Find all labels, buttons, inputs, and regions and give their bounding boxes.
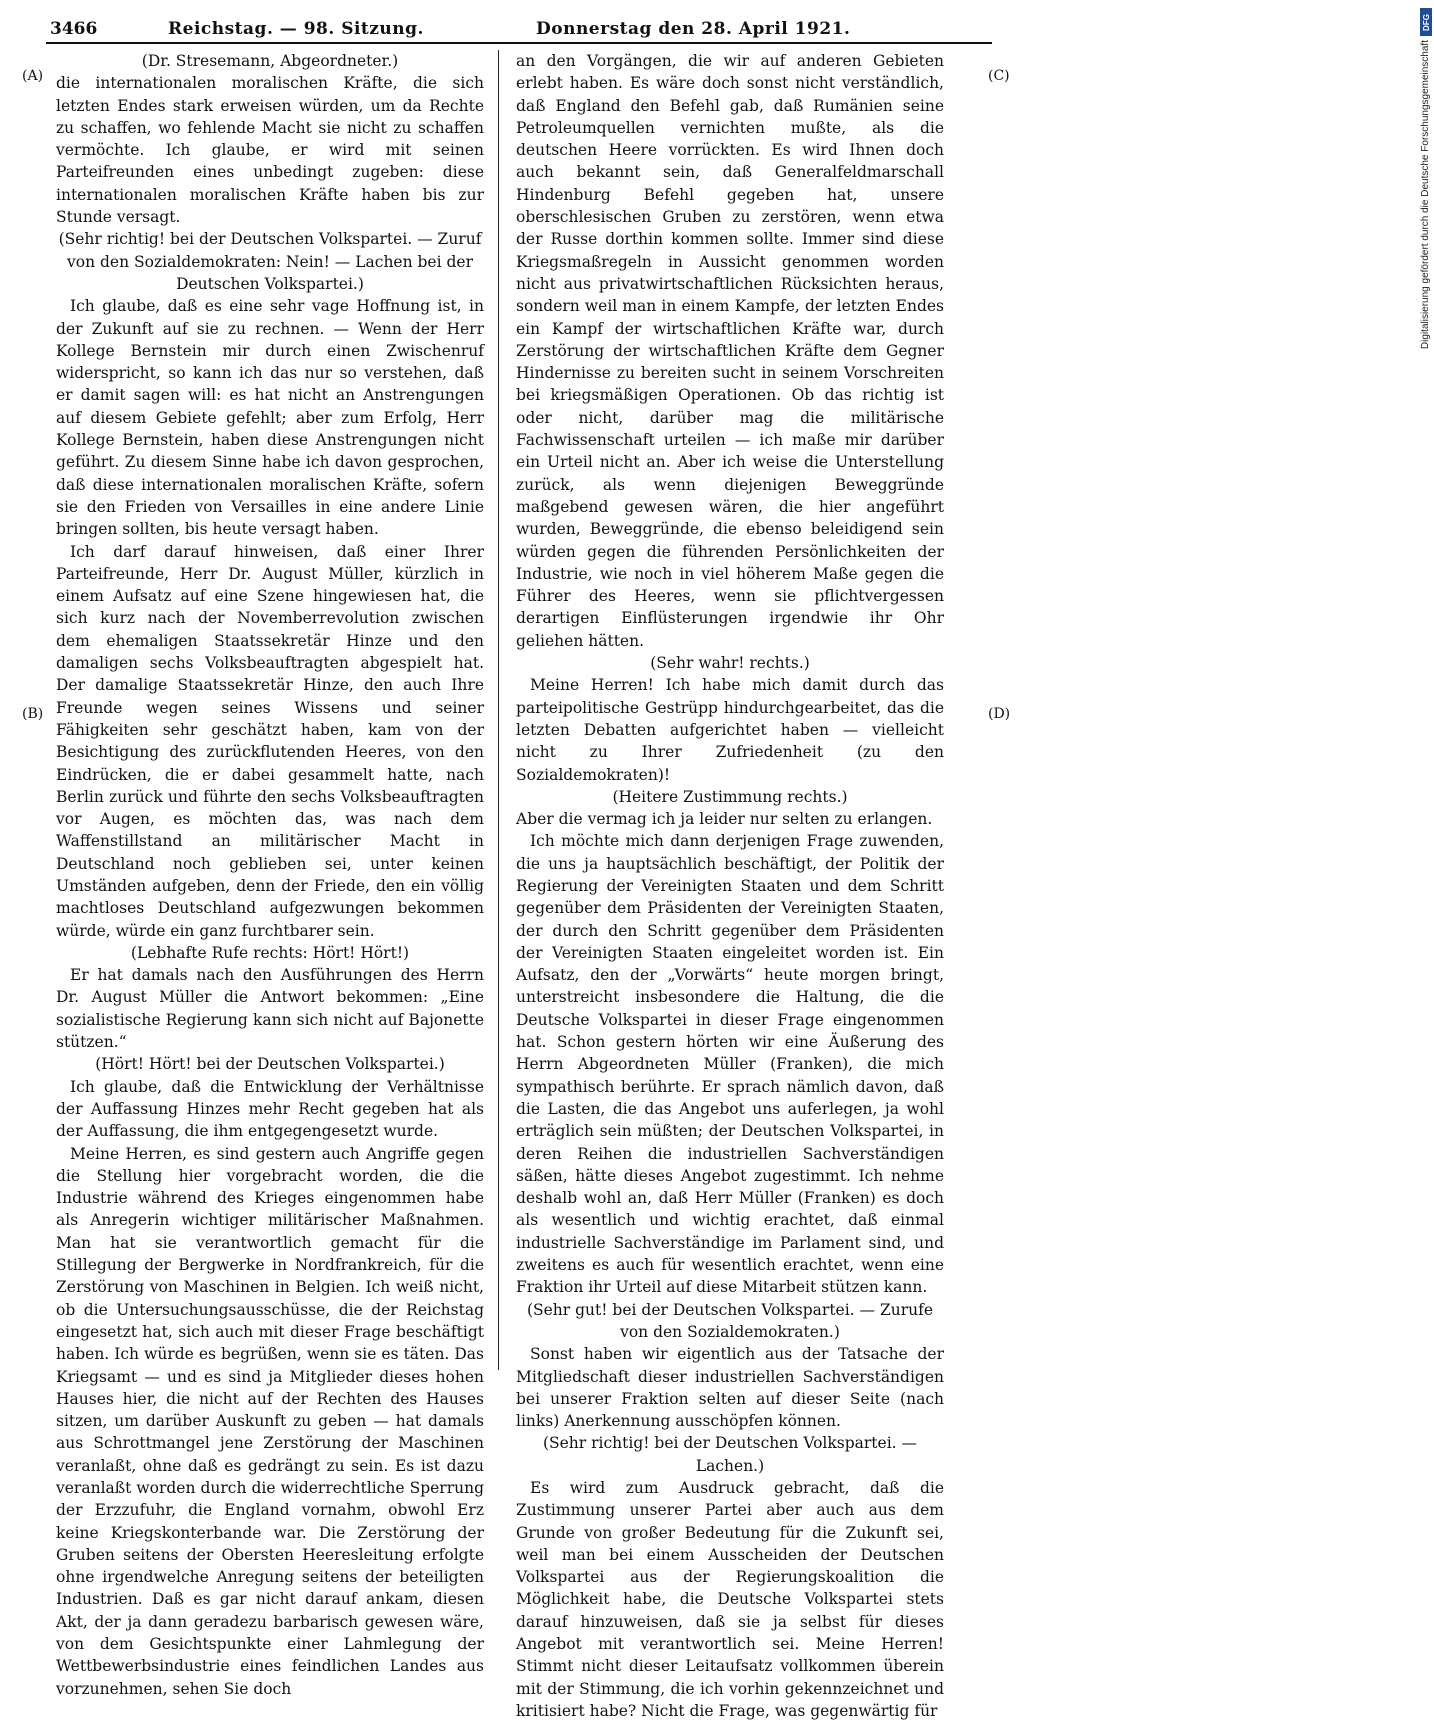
interjection: (Sehr richtig! bei der Deutschen Volkspartei. — Zuruf von den Sozialdemokraten: Nein! — Lachen bei der Deutschen Volkspartei.)	[58, 230, 482, 293]
left-text-column	[56, 50, 484, 1698]
newspaper-page	[22, 16, 1406, 1720]
interjection: (Sehr wahr! rechts.)	[650, 654, 810, 673]
page-header	[46, 16, 992, 44]
interjection: (Sehr richtig! bei der Deutschen Volkspartei. — Lachen.)	[542, 1434, 918, 1475]
scanned-page-rotated	[17, 10, 1011, 1720]
interjection: (Hört! Hört! bei der Deutschen Volkspartei.)	[95, 1055, 445, 1074]
dfg-logo	[1420, 8, 1432, 36]
page-number: 3466	[50, 19, 98, 39]
page-content	[22, 16, 1011, 1720]
interjection: (Dr. Stresemann, Abgeordneter.)	[141, 52, 399, 70]
paragraph: Es wird zum Ausdruck gebracht, daß die Zustimmung unserer Partei aber auch aus dem Grunde von großer Bedeutung für die Zukunft sei, weil man bei einem Ausscheiden der Deutschen Volkspartei aus der Regierungskoalition die Möglichkeit habe, die Deutsche Volkspartei stets darauf hinzuweisen, daß sie ja selbst für dieses Angebot mit verantwortlich sei. Meine Herren! Stimmt nicht dieser Leitaufsatz vollkommen überein mit der Stimmung, die ich vorhin gekennzeichnet und kritisiert habe? Nicht die Frage, was gegenwärtig für	[516, 1479, 944, 1720]
margin-mark-a: (A)	[22, 68, 44, 84]
column-divider	[498, 50, 499, 1370]
margin-mark-b: (B)	[22, 706, 44, 722]
session-date: Donnerstag den 28. April 1921.	[536, 19, 851, 39]
interjection: (Heitere Zustimmung rechts.)	[612, 787, 848, 806]
paragraph: Er hat damals nach den Ausführungen des Herrn Dr. August Müller die Antwort bekommen: „Eine sozialistische Regierung kann sich nicht auf Bajonette stützen.“	[56, 966, 484, 1052]
margin-mark-d: (D)	[988, 706, 1011, 722]
paragraph: Ich möchte mich dann derjenigen Frage zuwenden, die uns ja hauptsächlich beschäftigt, der Politik der Regierung der Vereinigten Staaten und dem Schritt gegenüber dem Präsidenten der Vereinigten Staaten, der durch den Schritt gegenüber dem Präsidenten der Vereinigten Staaten eingeleitet worden ist. Ein Aufsatz, den der „Vorwärts“ heute morgen bringt, unterstreicht insbesondere die Haltung, die die Deutsche Volkspartei in dieser Frage eingenommen hat. Schon gestern hörten wir eine Äußerung des Herrn Abgeordneten Müller (Franken), die mich sympathisch berührte. Er sprach nämlich davon, daß die Lasten, die das Angebot uns auferlegen, ja wohl erträglich sein müßten; der Deutschen Volkspartei, in deren Reihen die industriellen Sachverständigen säßen, hätte dieses Angebot zugestimmt. Ich nehme deshalb wohl an, daß Herr Müller (Franken) es doch als wesentlich und wichtig erachtet, daß einmal industrielle Sachverständige im Parlament sind, und zweitens es auch für wesentlich erachtet, wenn eine Fraktion ihr Urteil auf diese Mitarbeit stützen kann.	[516, 832, 944, 1297]
paragraph: Sonst haben wir eigentlich aus der Tatsache der Mitgliedschaft dieser industriellen Sachverständigen bei unserer Fraktion selten auf dieser Seite (nach links) Anerkennung ausschöpfen können.	[516, 1345, 944, 1431]
paragraph: die internationalen moralischen Kräfte, die sich letzten Endes stark erweisen würden, um da Rechte zu schaffen, wo fehlende Macht sie nicht zu schaffen vermöchte. Ich glaube, er wird mit seinen Parteifreunden eines unbedingt zugeben: diese internationalen moralischen Kräfte haben bis zur Stunde versagt.	[56, 74, 484, 227]
dfg-logo-text: DFG	[1421, 13, 1431, 31]
credit-text: Digitalisierung gefördert durch die Deutsche Forschungsgemeinschaft	[1420, 40, 1431, 350]
paragraph: Ich glaube, daß die Entwicklung der Verhältnisse der Auffassung Hinzes mehr Recht gegeben hat als der Auffassung, die ihm entgegengesetzt wurde.	[56, 1077, 484, 1141]
margin-mark-c: (C)	[988, 68, 1010, 84]
paragraph: Ich glaube, daß es eine sehr vage Hoffnung ist, in der Zukunft auf sie zu rechnen. — Wenn der Herr Kollege Bernstein mir durch einen Zwischenruf widerspricht, so kann ich das nur so verstehen, daß er damit sagen will: es hat nicht an Anstrengungen auf diesem Gebiete gefehlt; aber zum Erfolg, Herr Kollege Bernstein, haben diese Anstrengungen nicht geführt. Zu diesem Sinne habe ich davon gesprochen, daß diese internationalen moralischen Kräfte, sofern sie den Frieden von Versailles in eine andere Linie bringen sollten, bis heute versagt haben.	[56, 297, 484, 539]
paragraph: an den Vorgängen, die wir auf anderen Gebieten erlebt haben. Es wäre doch sonst nicht verständlich, daß England den Befehl gab, daß Rumänien seine Petroleumquellen vernichten mußte, als die deutschen Heere vorrückten. Es wird Ihnen doch auch bekannt sein, daß Generalfeldmarschall Hindenburg Befehl gegeben hat, unsere oberschlesischen Gruben zu zerstören, wenn etwa der Russe dorthin kommen sollte. Immer sind diese Kriegsmaßregeln in Aussicht genommen worden nicht aus privatwirtschaftlichen Rücksichten heraus, sondern weil man in einem Kampfe, der letzten Endes ein Kampf der wirtschaftlichen Kräfte war, durch Zerstörung der wirtschaftlichen Kräfte dem Gegner Hindernisse zu bereiten sucht in seinem Vorschreiten bei kriegsmäßigen Operationen. Ob das richtig ist oder nicht, darüber mag die militärische Fachwissenschaft urteilen — ich maße mir darüber ein Urteil nicht an. Aber ich weise die Unterstellung zurück, als wenn diejenigen Beweggründe maßgebend gewesen wären, die hier angeführt wurden, Beweggründe, die ebenso beleidigend sein würden gegen die führenden Persönlichkeiten der Industrie, wie noch in viel höherem Maße gegen die Führer des Heeres, wenn sie pflichtvergessen derartigen Einflüsterungen irgendwie ihr Ohr geliehen hätten.	[516, 52, 944, 650]
paragraph: Aber die vermag ich ja leider nur selten zu erlangen.	[516, 810, 933, 829]
paragraph: Ich darf darauf hinweisen, daß einer Ihrer Parteifreunde, Herr Dr. August Müller, kürzlich in einem Aufsatz auf eine Szene hingewiesen hat, die sich kurz nach der Novemberrevolution zwischen dem ehemaligen Staatssekretär Hinze und den damaligen sechs Volksbeauftragten abgespielt hat. Der damalige Staatssekretär Hinze, den auch Ihre Freunde wegen seines Wissens und seiner Fähigkeiten sehr geschätzt haben, kam von der Besichtigung des zurückflutenden Heeres, von den Eindrücken, die er dabei gesammelt hatte, nach Berlin zurück und führte den sechs Volksbeauftragten vor Augen, es möchten das, was nach dem Waffenstillstand an militärischer Macht in Deutschland noch geblieben sei, unter keinen Umständen aufgeben, denn der Friede, den ein völlig machtloses Deutschland aufgezwungen bekommen würde, würde ein ganz furchtbarer sein.	[56, 542, 484, 940]
paragraph: Meine Herren, es sind gestern auch Angriffe gegen die Stellung hier vorgebracht worden, die die Industrie während des Krieges eingenommen habe als Anregerin wichtiger militärischer Maßnahmen. Man hat sie verantwortlich gemacht für die Stillegung der Bergwerke in Nordfrankreich, für die Zerstörung von Maschinen in Belgien. Ich weiß nicht, ob die Untersuchungsausschüsse, die der Reichstag eingesetzt hat, sich auch mit dieser Frage beschäftigt haben. Ich würde es begrüßen, wenn sie es täten. Das Kriegsamt — und es sind ja Mitglieder dieses hohen Hauses hier, die nicht auf der Rechten des Hauses sitzen, um darüber Auskunft zu geben — hat damals aus Schrottmangel jene Zerstörung der Maschinen veranlaßt, ohne daß es gedrängt zu sein. Es ist dazu veranlaßt worden durch die widerrechtliche Sperrung der Erzzufuhr, die England vornahm, obwohl Erz keine Kriegskonterbande war. Die Zerstörung der Gruben seitens der Obersten Heeresleitung erfolgte ohne irgendwelche Anregung seitens der beteiligten Industrien. Daß es gar nicht darauf ankam, diesen Akt, der ja dann geradezu barbarisch gewesen wäre, von dem Gesichtspunkte einer Lahmlegung der Wettbewerbsindustrie eines feindlichen Landes aus vorzunehmen, sehen Sie doch	[56, 1144, 484, 1698]
paragraph: Meine Herren! Ich habe mich damit durch das parteipolitische Gestrüpp hindurchgearbeitet, das die letzten Debatten aufgerichtet haben — vielleicht nicht zu Ihrer Zufriedenheit (zu den Sozialdemokraten)!	[516, 676, 944, 784]
session-title: Reichstag. — 98. Sitzung.	[168, 19, 424, 39]
right-text-column	[516, 50, 944, 1720]
interjection: (Lebhafte Rufe rechts: Hört! Hört!)	[130, 943, 410, 962]
interjection: (Sehr gut! bei der Deutschen Volkspartei. — Zurufe von den Sozialdemokraten.)	[526, 1300, 934, 1341]
digitization-credit	[1418, 0, 1434, 1000]
